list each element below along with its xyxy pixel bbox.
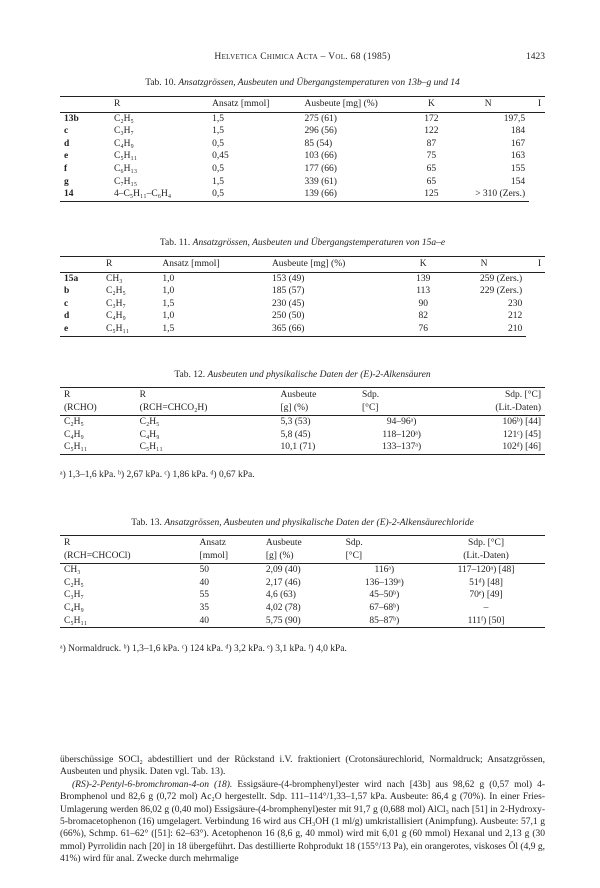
table-cell: 116ᵃ) (374, 565, 395, 576)
table-cell: C₅H₁₁ (96, 323, 158, 336)
page-number: 1423 (526, 52, 545, 62)
table-cell: C₅H₁₁ (60, 615, 196, 628)
table-cell: 51ᵈ) [48] (469, 577, 503, 588)
table-cell: 102ᵈ) [46] (445, 441, 545, 454)
table-cell: f (64, 163, 68, 174)
table-cell: 67–68ᵇ) (369, 602, 400, 613)
table-cell: C₄H₉ (64, 602, 84, 613)
table-cell: 4,02 (78) (265, 602, 301, 613)
body-text (60, 754, 545, 866)
table-11 (60, 256, 545, 337)
table-cell: C₄H₉ (114, 138, 134, 149)
table-cell: 155 (510, 163, 526, 174)
table-cell: C₂H₅ (106, 286, 126, 297)
table-cell: 0,45 (212, 151, 229, 162)
table-row (60, 577, 545, 590)
table-row (60, 188, 545, 201)
table-cell: 250 (50) (271, 311, 305, 322)
table-cell: C₅H₁₁ (114, 151, 138, 162)
table-cell: d (64, 138, 70, 149)
table-cell: 1,5 (212, 176, 224, 187)
table-cell: C₇H₁₅ (114, 176, 138, 187)
table-cell: C₃H₇ (64, 590, 84, 601)
table-cell: C₂H₅ (114, 113, 134, 124)
table-cell: e (64, 151, 69, 162)
table-cell: 85–87ᵇ) (342, 615, 427, 628)
table-cell: 1,5 (212, 113, 224, 124)
table-cell: 4,6 (63) (265, 590, 296, 601)
table-cell: CH₃ (106, 273, 123, 284)
table-row (60, 125, 545, 138)
table-row (60, 323, 545, 336)
table-cell: 122 (424, 126, 439, 137)
table-cell: 111ᶠ) [50] (427, 615, 545, 628)
table-cell: 177 (66) (304, 163, 337, 174)
table-cell: 139 (66) (301, 188, 416, 201)
table-cell: 87 (426, 138, 437, 149)
table-cell: 210 (442, 323, 526, 336)
table-row (60, 150, 545, 163)
table-cell: CH₃ (64, 565, 81, 576)
tab10-caption: Tab. 10. Ansatzgrössen, Ausbeuten und Übergangstemperaturen von 13b–g und 14 (145, 78, 460, 88)
procedure-title: (RS)-2-Pentyl-6-bromchroman-4-on (18). (72, 779, 233, 790)
table-header-row: R Ansatz [mmol] Ausbeute [mg] (%) K N I (60, 257, 545, 273)
tab12-caption: Tab. 12. Ausbeuten und physikalische Daten der (E)-2-Alkensäuren (174, 370, 431, 380)
table-cell: g (64, 176, 69, 187)
table-cell: 113 (416, 286, 431, 297)
table-cell: 85 (54) (304, 138, 333, 149)
table-cell: 167 (510, 138, 526, 149)
table-row (60, 163, 545, 176)
table-row (60, 441, 545, 454)
table-cell: 1,0 (162, 311, 175, 322)
table-cell: 70ᵉ) [49] (469, 590, 503, 601)
table-cell: 0,5 (212, 163, 224, 174)
table-cell: 5,8 (45) (280, 429, 311, 440)
table-cell: C₆H₁₃ (114, 163, 138, 174)
table-cell: C₂H₅ (64, 417, 84, 428)
table-cell: 163 (510, 151, 526, 162)
table-row (60, 272, 545, 285)
table-cell: 118–120ᵃ) (382, 429, 421, 440)
table-cell: C₄H₉ (139, 429, 160, 440)
table-cell: 50 (199, 565, 210, 576)
table-cell: 275 (61) (304, 113, 337, 124)
table-header-row: (RCHO) (RCH=CHCO₂H) [g] (%) [°C] (Lit.-Daten) (60, 402, 545, 416)
table-cell: 0,5 (212, 138, 224, 149)
table-cell: 296 (56) (304, 126, 337, 137)
table-cell: > 310 (Zers.) (447, 188, 529, 201)
table-cell: 65 (426, 176, 437, 187)
table-cell: C₅H₁₁ (136, 441, 277, 454)
table-cell: 139 (416, 273, 431, 284)
table-row (60, 564, 545, 577)
table-cell: C₃H₇ (114, 126, 134, 137)
running-header (60, 52, 545, 66)
table-row (60, 176, 545, 189)
table-cell: C₄H₉ (64, 429, 84, 440)
table-cell: 1,5 (212, 126, 224, 137)
table-row (60, 589, 545, 602)
journal-title: Helvetica Chimica Acta – Vol. 68 (1985) (214, 52, 391, 62)
tab11-caption: Tab. 11. Ansatzgrössen, Ausbeuten und Übergangstemperaturen von 15a–e (159, 238, 446, 248)
table-cell: e (60, 323, 96, 336)
table-cell: C₃H₇ (106, 298, 126, 309)
table-cell: 197,5 (503, 113, 526, 124)
table-cell: 5,75 (90) (262, 615, 342, 628)
table-header-row: R R Ausbeute Sdp. Sdp. [°C] (60, 388, 545, 402)
table-cell: 133–137ᵃ) (358, 441, 445, 454)
table-cell: 121ᶜ) [45] (502, 429, 541, 440)
table-cell: 1,5 (158, 323, 268, 336)
table-cell: 365 (66) (268, 323, 405, 336)
table-cell: 154 (510, 176, 526, 187)
table-cell: 45–50ᵇ) (369, 590, 400, 601)
table-row (60, 310, 545, 323)
table-row (60, 112, 545, 125)
table-cell: 75 (426, 151, 437, 162)
tab13-footnotes: ᵃ) Normaldruck. ᵇ) 1,3–1,6 kPa. ᶜ) 124 kPa. ᵈ) 3,2 kPa. ᵉ) 3,1 kPa. ᶠ) 4,0 kPa. (60, 644, 347, 654)
table-cell: 10,1 (71) (276, 441, 358, 454)
table-12 (60, 387, 545, 455)
table-cell: 13b (64, 113, 79, 124)
table-row (60, 429, 545, 442)
table-cell: 172 (424, 113, 439, 124)
tab13-caption: Tab. 13. Ansatzgrössen, Ausbeuten und physikalische Daten der (E)-2-Alkensäurechloride (131, 518, 474, 528)
table-cell: C₅H₁₁ (60, 441, 136, 454)
table-cell: C₂H₅ (139, 417, 160, 428)
table-cell: 1,0 (162, 273, 175, 284)
table-10 (60, 96, 545, 202)
table-header-row: (RCH=CHCOCl) [mmol] [g] (%) [°C] (Lit.-Daten) (60, 550, 545, 564)
table-cell: 103 (66) (304, 151, 337, 162)
tab12-footnotes: ᵃ) 1,3–1,6 kPa. ᵇ) 2,67 kPa. ᶜ) 1,86 kPa. ᵈ) 0,67 kPa. (60, 470, 255, 480)
table-cell: 229 (Zers.) (479, 286, 523, 297)
table-cell: 106ᵇ) [44] (502, 417, 541, 428)
table-cell: c (64, 298, 69, 309)
table-cell: 1,0 (162, 286, 175, 297)
table-cell: 15a (64, 273, 79, 284)
table-cell: 136–139ᵃ) (364, 577, 404, 588)
table-cell: 76 (405, 323, 442, 336)
table-header-row: R Ansatz [mmol] Ausbeute [mg] (%) K N I (60, 97, 545, 113)
table-cell: C₂H₅ (64, 577, 84, 588)
table-cell: 40 (196, 615, 262, 628)
table-cell: 125 (416, 188, 447, 201)
table-cell: 5,3 (53) (280, 417, 311, 428)
table-cell: 230 (45) (271, 298, 305, 309)
table-cell: 184 (510, 126, 526, 137)
table-header-row: R Ansatz Ausbeute Sdp. Sdp. [°C] (60, 536, 545, 550)
table-row (60, 298, 545, 311)
table-cell: d (64, 311, 70, 322)
table-cell: 185 (57) (271, 286, 305, 297)
table-cell: 212 (507, 311, 523, 322)
table-cell: 14 (60, 188, 96, 201)
table-cell: 153 (49) (271, 273, 305, 284)
table-cell: 2,09 (40) (265, 565, 301, 576)
table-row (60, 138, 545, 151)
paragraph-1: überschüssige SOCl₂ abdestilliert und der Rückstand i.V. fraktioniert (Crotonsäurechlorid, Normaldruck; Ansatzgrössen, Ausbeuten und physik. Daten vgl. Tab. 13). (60, 755, 545, 778)
table-cell: 2,17 (46) (265, 577, 301, 588)
table-cell: 55 (199, 590, 210, 601)
table-cell: – (483, 602, 489, 613)
table-row (60, 285, 545, 298)
table-cell: 4–C₅H₁₁–C₆H₄ (96, 188, 208, 201)
table-cell: 90 (418, 298, 428, 309)
table-cell: c (64, 126, 69, 137)
table-cell: 117–120ᵃ) [48] (457, 565, 515, 576)
table-cell: C₄H₉ (106, 311, 126, 322)
table-cell: 35 (199, 602, 210, 613)
paragraph-2: Essigsäure-(4-bromphenyl)ester wird nach [43b] aus 98,62 g (0,57 mol) 4-Bromphenol und 82,6 g (0,72 mol) Ac₂O hergestellt. Sdp. 111–114°/1,33–1,57 kPa. Ausbeute: 86,4 g (70%). In einer Fries-Umlagerung werden 86,02 g (0,40 mol) Essigsäure-(4-bromphenyl)ester mit 91,7 g (0,688 mol) AlCl₃ nach [51] in 2-Hydroxy-5-bromacetophenon (16) umgelagert. Verbindung 16 wird aus CH₃OH (1 ml/g) umkristallisiert (Animpfung). Ausbeute: 57,1 g (66%), Schmp. 61–62° ([51]: 62–63°). Acetophenon 16 (8,6 g, 40 mmol) wird mit 6,01 g (60 mmol) Hexanal und 2,13 g (30 mmol) Pyrrolidin nach [20] in 18 übergeführt. Das destillierte Rohprodukt 18 (155°/13 Pa), ein orangerotes, viskoses Öl (4,9 g, 41%) wird für anal. Zwecke durch mehrmalige (60, 779, 545, 865)
table-cell: 82 (418, 311, 428, 322)
table-cell: 339 (61) (304, 176, 337, 187)
table-cell: 65 (426, 163, 437, 174)
table-cell: 1,5 (162, 298, 175, 309)
table-13 (60, 535, 545, 628)
table-cell: 0,5 (208, 188, 300, 201)
table-row (60, 615, 545, 628)
table-row (60, 416, 545, 429)
table-cell: 94–96ᵃ) (386, 417, 417, 428)
table-row (60, 602, 545, 615)
table-cell: 40 (199, 577, 210, 588)
table-cell: 230 (507, 298, 523, 309)
table-cell: 259 (Zers.) (479, 273, 523, 284)
table-cell: b (64, 286, 70, 297)
